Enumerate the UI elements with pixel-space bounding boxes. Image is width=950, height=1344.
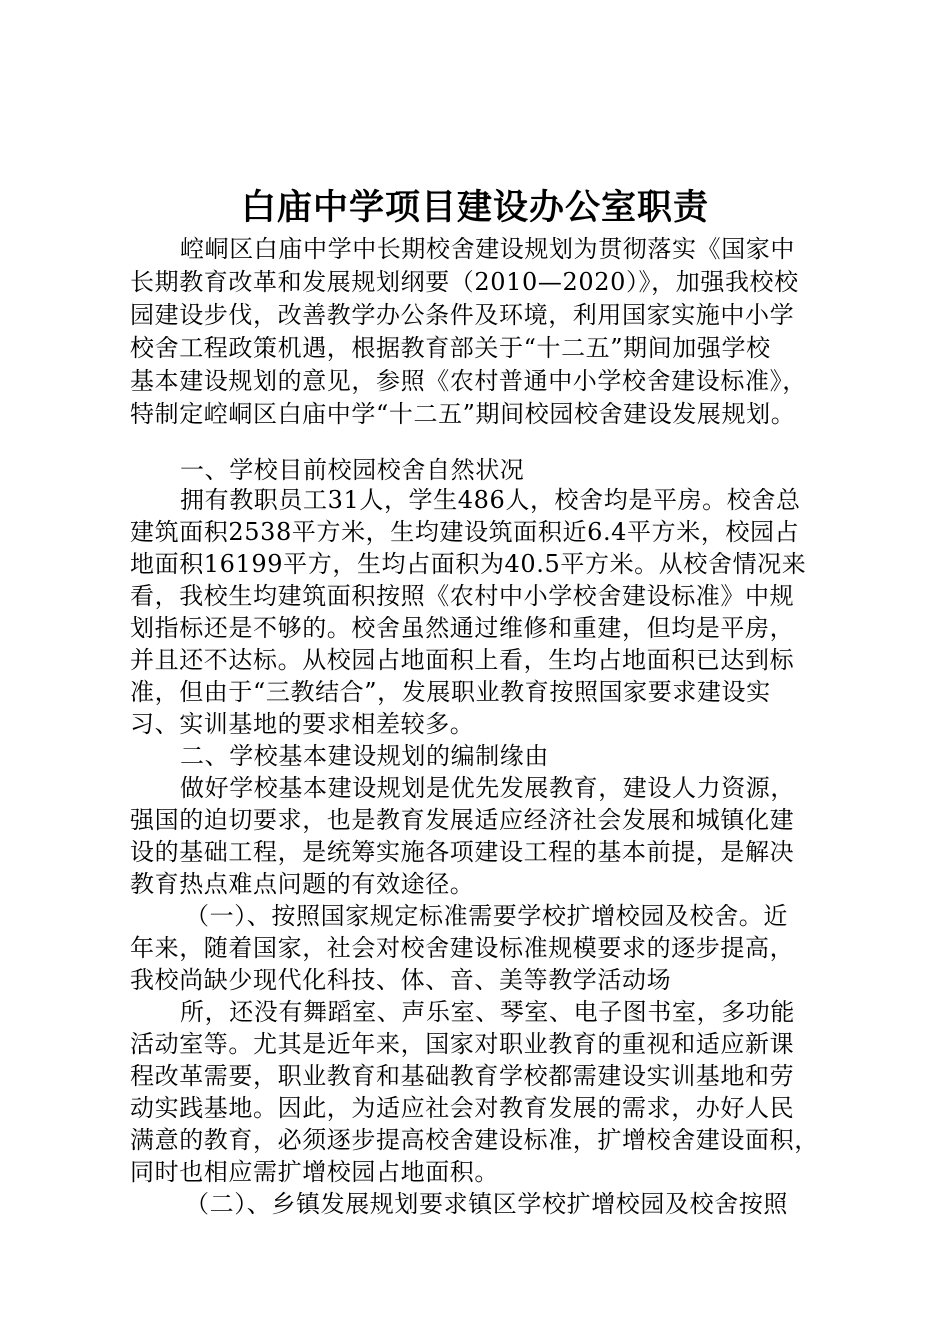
paragraph-line: 同时也相应需扩增校园占地面积。	[130, 1158, 499, 1186]
paragraph-line: 校舍工程政策机遇，根据教育部关于“十二五”期间加强学校	[130, 334, 771, 362]
section-heading: 一、学校目前校园校舍自然状况	[180, 456, 525, 484]
paragraph-line: 长期教育改革和发展规划纲要（2010—2020）》，加强我校校	[130, 268, 799, 296]
document-title: 白庙中学项目建设办公室职责	[240, 188, 709, 228]
paragraph-line: 地面积16199平方，生均占面积为40.5平方米。从校舍情况来	[130, 550, 807, 578]
paragraph-line: 看，我校生均建筑面积按照《农村中小学校舍建设标准》中规	[130, 582, 795, 610]
paragraph-line: （一）、按照国家规定标准需要学校扩增校园及校舍。近	[185, 902, 788, 930]
paragraph-line: 园建设步伐，改善教学办公条件及环境，利用国家实施中小学	[130, 301, 795, 329]
paragraph-line: 设的基础工程，是统筹实施各项建设工程的基本前提，是解决	[130, 838, 795, 866]
paragraph-line: 做好学校基本建设规划是优先发展教育，建设人力资源，	[180, 774, 795, 802]
paragraph-line: 满意的教育，必须逐步提高校舍建设标准，扩增校舍建设面积，	[130, 1126, 819, 1154]
paragraph-line: 准，但由于“三教结合”，发展职业教育按照国家要求建设实	[130, 678, 771, 706]
section-heading: 二、学校基本建设规划的编制缘由	[180, 742, 549, 770]
paragraph-line: 拥有教职员工31人，学生486人，校舍均是平房。校舍总	[180, 486, 801, 514]
paragraph-line: 所，还没有舞蹈室、声乐室、琴室、电子图书室，多功能	[180, 998, 795, 1026]
paragraph-line: 动实践基地。因此，为适应社会对教育发展的需求，办好人民	[130, 1094, 795, 1122]
paragraph-line: 特制定崆峒区白庙中学“十二五”期间校园校舍建设发展规划。	[130, 400, 796, 428]
paragraph-line: 崆峒区白庙中学中长期校舍建设规划为贯彻落实《国家中	[180, 235, 795, 263]
paragraph-line: 基本建设规划的意见，参照《农村普通中小学校舍建设标准》，	[130, 367, 807, 395]
paragraph-line: 建筑面积2538平方米，生均建设筑面积近6.4平方米，校园占	[130, 518, 800, 546]
paragraph-line: 划指标还是不够的。校舍虽然通过维修和重建，但均是平房，	[130, 614, 795, 642]
paragraph-line: 强国的迫切要求，也是教育发展适应经济社会发展和城镇化建	[130, 806, 795, 834]
paragraph-line: 我校尚缺少现代化科技、体、音、美等教学活动场	[130, 966, 672, 994]
paragraph-line: 习、实训基地的要求相差较多。	[130, 710, 475, 738]
paragraph-line: 活动室等。尤其是近年来，国家对职业教育的重视和适应新课	[130, 1030, 795, 1058]
paragraph-line: 并且还不达标。从校园占地面积上看，生均占地面积已达到标	[130, 646, 795, 674]
paragraph-line: 程改革需要，职业教育和基础教育学校都需建设实训基地和劳	[130, 1062, 795, 1090]
paragraph-line: 教育热点难点问题的有效途径。	[130, 870, 475, 898]
paragraph-line: 年来，随着国家，社会对校舍建设标准规模要求的逐步提高，	[130, 934, 795, 962]
paragraph-line: （二）、乡镇发展规划要求镇区学校扩增校园及校舍按照	[185, 1190, 788, 1218]
